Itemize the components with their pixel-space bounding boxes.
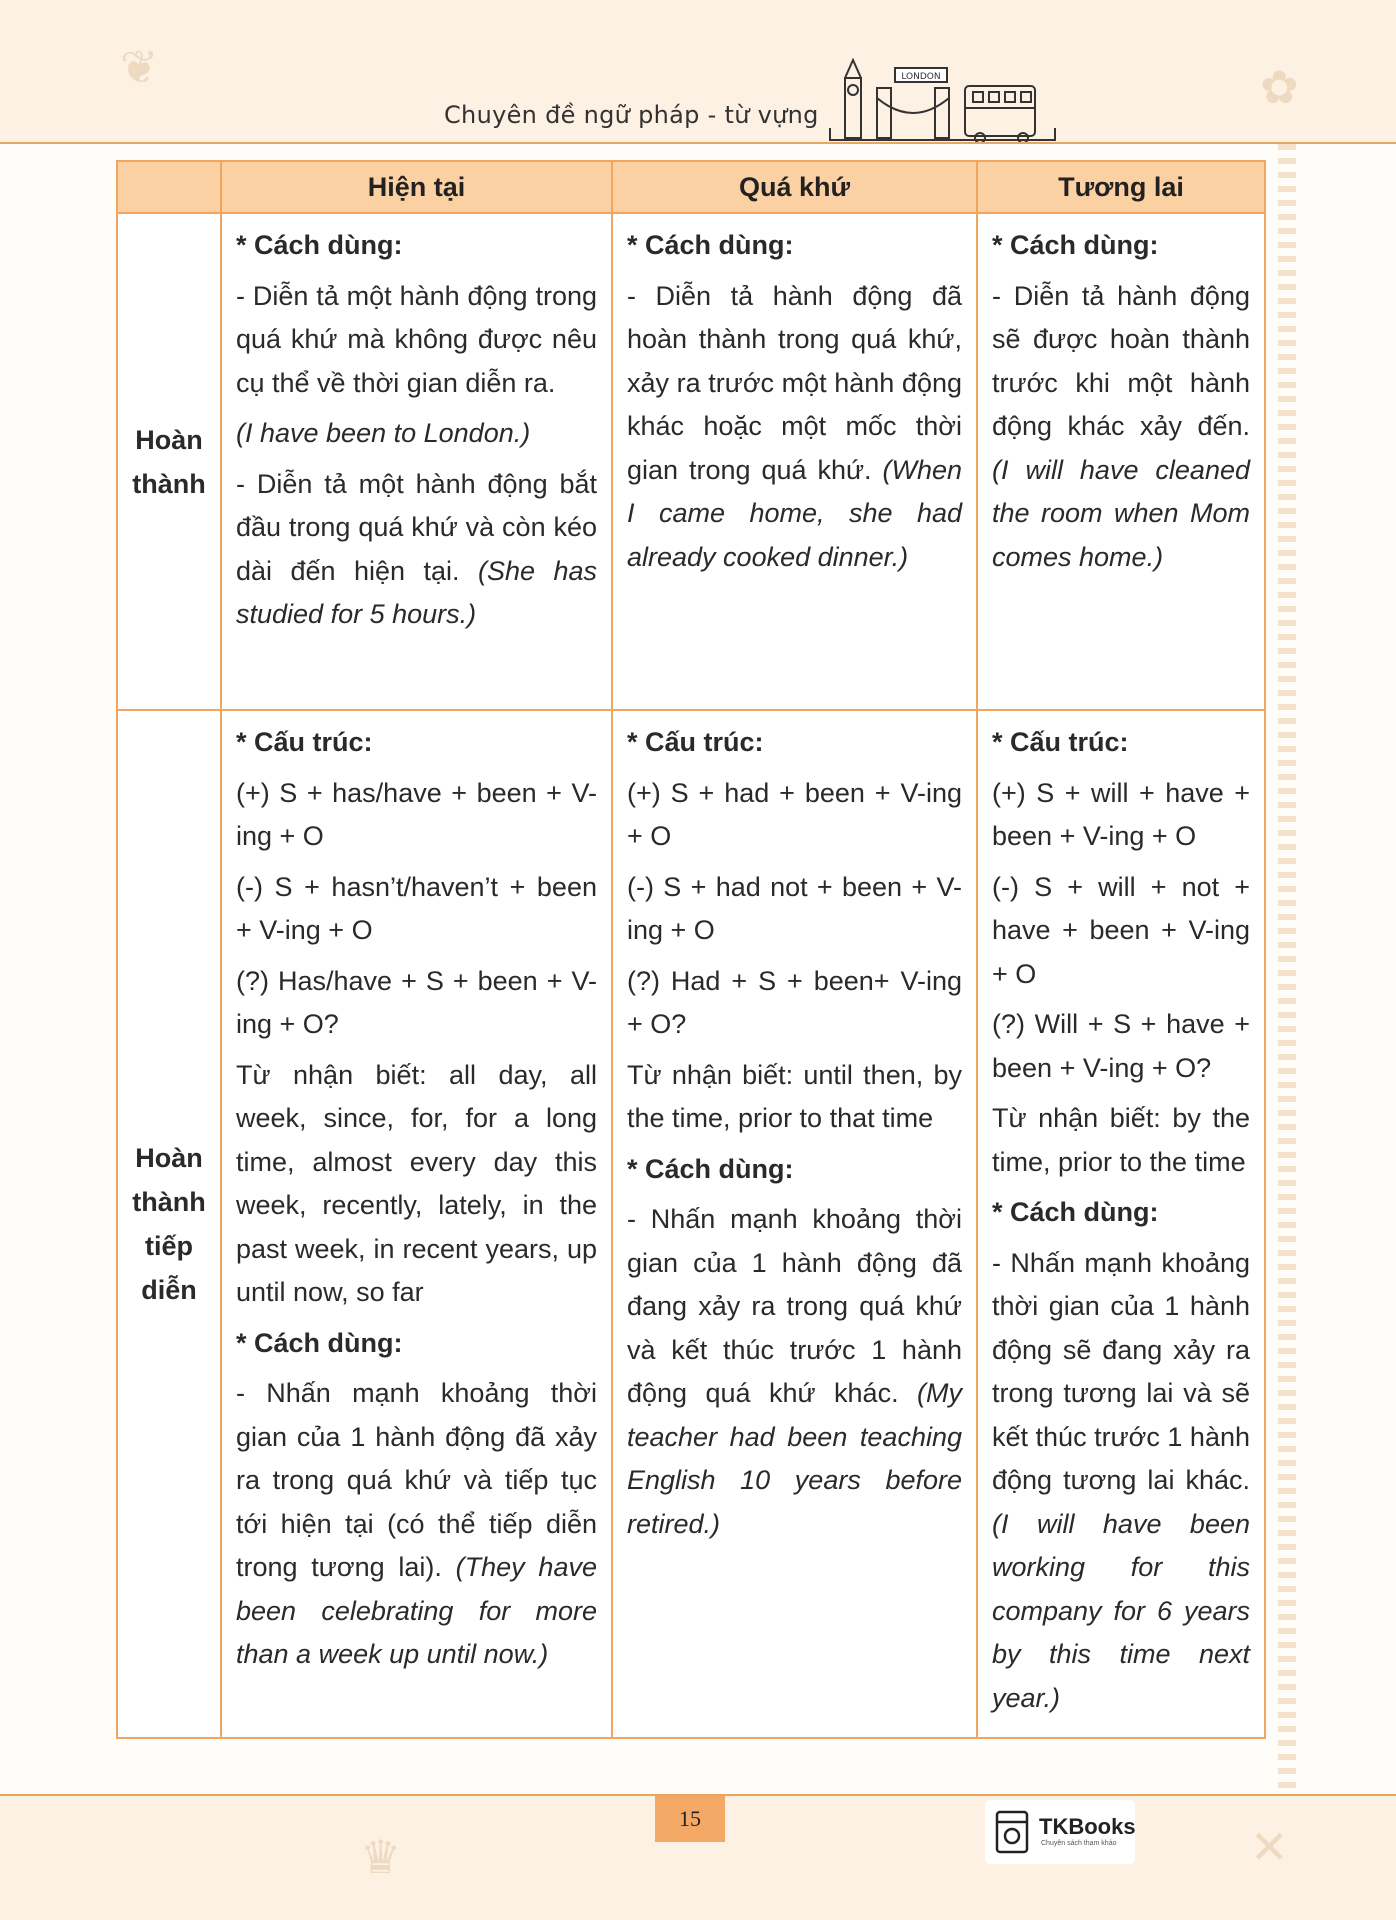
section-heading: * Cách dùng: — [627, 1153, 794, 1184]
row-label-word: thành — [132, 468, 206, 499]
page-number: 15 — [655, 1796, 725, 1842]
table-corner-cell — [117, 161, 221, 213]
big-ben-icon — [845, 78, 861, 138]
structure-line: (+) S + will + have + been + V-ing + O — [992, 777, 1250, 851]
usage-paragraph — [627, 1198, 962, 1546]
row-label — [117, 710, 221, 1738]
column-header-present: Hiện tại — [221, 161, 612, 213]
section-heading: * Cách dùng: — [627, 230, 794, 260]
usage-text: - Nhấn mạnh khoảng thời gian của 1 hành động đã xảy ra trong quá khứ và tiếp tục tới hiện tại (có thể tiếp diễn trong tương lai). — [236, 1378, 597, 1582]
cell-future — [977, 213, 1265, 710]
structure-line: (?) Will + S + have + been + V-ing + O? — [992, 1009, 1250, 1083]
row-label-word: Hoàn — [135, 424, 203, 455]
usage-text: - Diễn tả hành động sẽ được hoàn thành trước khi một hành động khác xảy đến. — [992, 280, 1250, 441]
leaf-decoration-icon: ❦ — [120, 41, 159, 93]
example-sentence: (I will have cleaned the room when Mom comes home.) — [992, 454, 1250, 572]
structure-line: (?) Had + S + been+ V-ing + O? — [627, 965, 962, 1039]
notebook-edge — [1278, 144, 1296, 1794]
row-label-word: diễn — [141, 1275, 197, 1305]
section-heading: * Cấu trúc: — [627, 727, 764, 757]
cell-present — [221, 710, 612, 1738]
example-sentence: (She has studied for 5 hours.) — [236, 555, 597, 629]
example-sentence: (My teacher had been teaching English 10 years before retired.) — [627, 1378, 962, 1539]
structure-line: (?) Has/have + S + been + V-ing + O? — [236, 965, 597, 1039]
structure-line: Từ nhận biết: until then, by the time, prior to that time — [627, 1059, 962, 1133]
row-label — [117, 213, 221, 710]
structure-line: (-) S + will + not + have + been + V-ing + O — [992, 871, 1250, 989]
example-sentence: (When I came home, she had already cooked dinner.) — [627, 454, 962, 572]
usage-text: - Diễn tả hành động đã hoàn thành trong quá khứ, xảy ra trước một hành động khác hoặc một mốc thời gian trong quá khứ. — [627, 280, 962, 485]
example-sentence: (I will have been working for this company for 6 years by this time next year.) — [992, 1508, 1250, 1713]
usage-paragraph — [627, 275, 962, 580]
structure-line: (-) S + had not + been + V-ing + O — [627, 871, 962, 945]
svg-text:LONDON: LONDON — [901, 72, 941, 82]
structure-line: (+) S + had + been + V-ing + O — [627, 777, 962, 851]
structure-line: (-) S + hasn’t/haven’t + been + V-ing + O — [236, 871, 597, 945]
book-logo-icon — [993, 1808, 1033, 1856]
section-heading: * Cách dùng: — [236, 1327, 403, 1358]
london-skyline-icon — [825, 58, 1065, 142]
usage-paragraph — [236, 463, 597, 637]
crown-decoration-icon: ♛ — [360, 1831, 402, 1883]
logo-name: TKBooks — [1039, 1814, 1136, 1839]
tenses-table — [116, 160, 1266, 1739]
cell-past — [612, 710, 977, 1738]
cookie-decoration-icon: ✿ — [1260, 61, 1299, 113]
example-sentence: (They have been celebrating for more than a week up until now.) — [236, 1552, 597, 1669]
usage-text: - Nhấn mạnh khoảng thời gian của 1 hành động sẽ đang xảy ra trong tương lai và sẽ kết thúc trước 1 hành động tương lai khác. — [992, 1247, 1250, 1495]
section-heading: * Cách dùng: — [236, 230, 403, 260]
usage-text: - Diễn tả một hành động bắt đầu trong quá khứ và còn kéo dài đến hiện tại. — [236, 468, 597, 586]
usage-paragraph — [992, 275, 1250, 580]
section-heading: * Cách dùng: — [992, 230, 1159, 260]
cell-future — [977, 710, 1265, 1738]
row-label-word: thành — [132, 1187, 206, 1217]
tkbooks-logo — [985, 1800, 1135, 1864]
structure-line: Từ nhận biết: all day, all week, since, for, for a long time, almost every day this week, recently, lately, in the past week, in recent years, up until now, so far — [236, 1059, 597, 1307]
usage-paragraph — [992, 1242, 1250, 1721]
structure-line: - Diễn tả một hành động trong quá khứ mà không được nêu cụ thể về thời gian diễn ra. — [236, 280, 597, 398]
header-title: Chuyên đề ngữ pháp - từ vựng — [444, 101, 819, 129]
usage-paragraph — [236, 1372, 597, 1677]
flag-decoration-icon: ✕ — [1250, 1821, 1289, 1873]
row-label-word: Hoàn — [135, 1143, 203, 1173]
cell-present — [221, 213, 612, 710]
column-header-future: Tương lai — [977, 161, 1265, 213]
structure-line: Từ nhận biết: by the time, prior to the time — [992, 1103, 1250, 1177]
logo-tagline: Chuyên sách tham khảo — [1041, 1840, 1117, 1847]
table-row — [117, 213, 1265, 710]
structure-line: (+) S + has/have + been + V-ing + O — [236, 777, 597, 851]
cell-past — [612, 213, 977, 710]
column-header-past: Quá khứ — [612, 161, 977, 213]
section-heading: * Cách dùng: — [992, 1197, 1159, 1227]
section-heading: * Cấu trúc: — [236, 727, 373, 757]
table-row — [117, 710, 1265, 1738]
row-label-word: tiếp — [144, 1231, 193, 1261]
section-heading: * Cấu trúc: — [992, 727, 1129, 757]
usage-text: - Nhấn mạnh khoảng thời gian của 1 hành động đã đang xảy ra trong quá khứ và kết thúc trước 1 hành động quá khứ khác. — [627, 1204, 962, 1408]
table-header-row — [117, 161, 1265, 213]
example-sentence: (I have been to London.) — [236, 418, 531, 448]
